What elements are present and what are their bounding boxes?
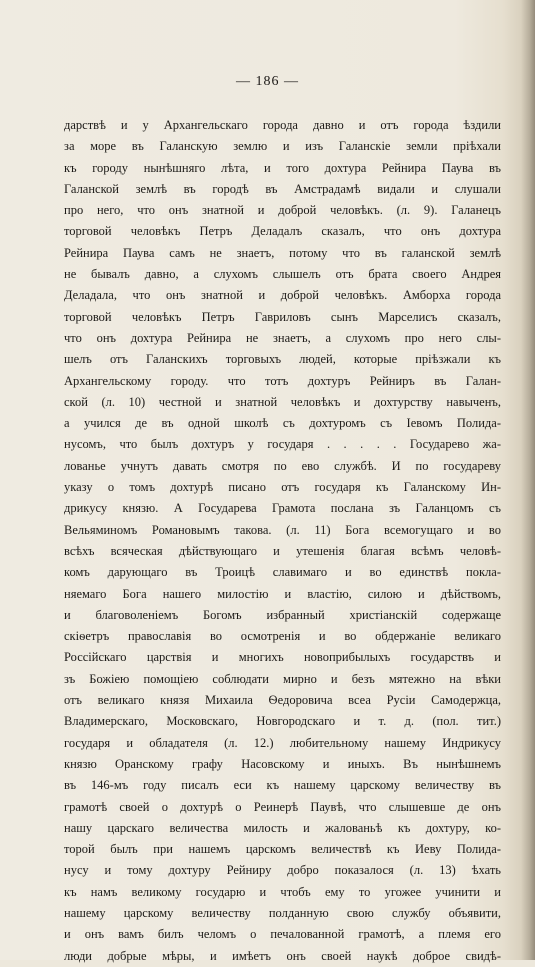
text-line: дарствѣ и у Архангельскаго города давно и отъ города ѣздили	[64, 118, 501, 132]
text-line: зъ Божіею помощіею соблюдати мирно и безъ мятежно на вѣки	[64, 671, 501, 686]
body-text	[64, 115, 501, 967]
text-line: шелъ отъ Галанскихъ торговыхъ людей, которые пріѣзжали къ	[64, 352, 501, 367]
text-line: Галанской землѣ въ городѣ въ Амстрадамѣ видали и слушали	[64, 181, 501, 196]
text-line: за море въ Галанскую землю и изъ Галанскіе земли пріѣхали	[64, 139, 501, 154]
text-line: Владимерскаго, Московскаго, Новгородскаго и т. д. (пол. тит.)	[64, 714, 501, 729]
text-line: нашему царскому величеству полданную свою службу объявити,	[64, 905, 501, 920]
text-line: грамотѣ своей о дохтурѣ о Реинерѣ Паувѣ, что слышевше де онъ	[64, 799, 501, 814]
text-line: няемаго Бога нашего милостію и властію, силою и дѣйствомъ,	[64, 586, 501, 601]
text-line: про него, что онъ знатной и доброй человѣкъ. (л. 9). Галанецъ	[64, 203, 501, 218]
text-line: ской (л. 10) честной и знатной человѣкъ и дохтурству навыченъ,	[64, 394, 501, 409]
text-line: торговой человѣкъ Петръ Гавриловъ сынъ Марселисъ сказалъ,	[64, 309, 501, 324]
text-line: Деладала, что онъ знатной и доброй человѣкъ. Амборха города	[64, 288, 501, 303]
text-line: Россійскаго царствія и многихъ новоприбылыхъ государствъ и	[64, 650, 501, 665]
text-line: торговой человѣкъ Петръ Деладалъ сказалъ, что онъ дохтура	[64, 224, 501, 239]
text-line: торой былъ при нашемъ царскомъ величествѣ къ Иеву Полида-	[64, 842, 501, 857]
text-line: нусомъ, что былъ дохтуръ у государя . . . . . Государево жа-	[64, 437, 501, 452]
text-line: отъ великаго князя Михаила Ѳедоровича всеа Русіи Самодержца,	[64, 693, 501, 708]
text-line: въ 146-мъ году писалъ еси къ нашему царскому величеству въ	[64, 778, 501, 793]
text-line: дрикусу князю. А Государева Грамота послана зъ Галанцомъ съ	[64, 501, 501, 516]
text-line: а учился де въ одной школѣ съ дохтуромъ съ Іевомъ Полида-	[64, 416, 501, 431]
text-line: не бывалъ давно, а слухомъ слышелъ отъ брата своего Андрея	[64, 267, 501, 282]
text-line: и благоволеніемъ Богомъ избранный христіанскій содержаще	[64, 607, 501, 622]
text-line: Вельяминомъ Романовымъ такова. (л. 11) Бога всемогущаго и во	[64, 522, 501, 537]
text-line: что онъ дохтура Рейнира не знаетъ, а слухомъ про него слы-	[64, 330, 501, 345]
page-number: — 186 —	[236, 74, 299, 89]
text-line: люди добрые мѣры, и имѣетъ онъ своей наукѣ доброе свидѣ-	[64, 948, 501, 963]
text-line: князю Оранскому графу Насовскому и иныхъ. Въ нынѣшнемъ	[64, 756, 501, 771]
text-line: всѣхъ всяческая дѣйствующаго и утешенія благая всѣмъ человѣ-	[64, 543, 501, 558]
text-line: скіѳетръ православія во осмотренія и во обдержаніе великаго	[64, 629, 501, 644]
text-line: къ намъ великому государю и чтобъ ему то угожее учинити и	[64, 884, 501, 899]
text-line: государя и обладателя (л. 12.) любительному нашему Индрикусу	[64, 735, 501, 750]
text-line: указу о томъ дохтурѣ писано отъ государя къ Галанскому Ин-	[64, 480, 501, 495]
text-line: Рейнира Паува самъ не знаетъ, потому что въ галанской землѣ	[64, 245, 501, 260]
text-line: нашу царскаго величества милость и жалованьѣ къ дохтуру, ко-	[64, 820, 501, 835]
text-line: комъ дарующаго въ Троицѣ славимаго и во единствѣ покла-	[64, 565, 501, 580]
text-line: къ городу нынѣшняго лѣта, и того дохтура Рейнира Паува въ	[64, 160, 501, 175]
text-line: лованье учнутъ давать смотря по ево службѣ. И по государеву	[64, 458, 501, 473]
text-line: и онъ вамъ билъ челомъ о печалованной грамотѣ, а племя его	[64, 927, 501, 942]
page-edge-shadow	[521, 0, 535, 960]
text-line: нусу и тому дохтуру Рейниру добро показалося (л. 13) ѣхать	[64, 863, 501, 878]
text-line: Архангельскому городу. что тотъ дохтуръ Рейниръ въ Галан-	[64, 373, 501, 388]
